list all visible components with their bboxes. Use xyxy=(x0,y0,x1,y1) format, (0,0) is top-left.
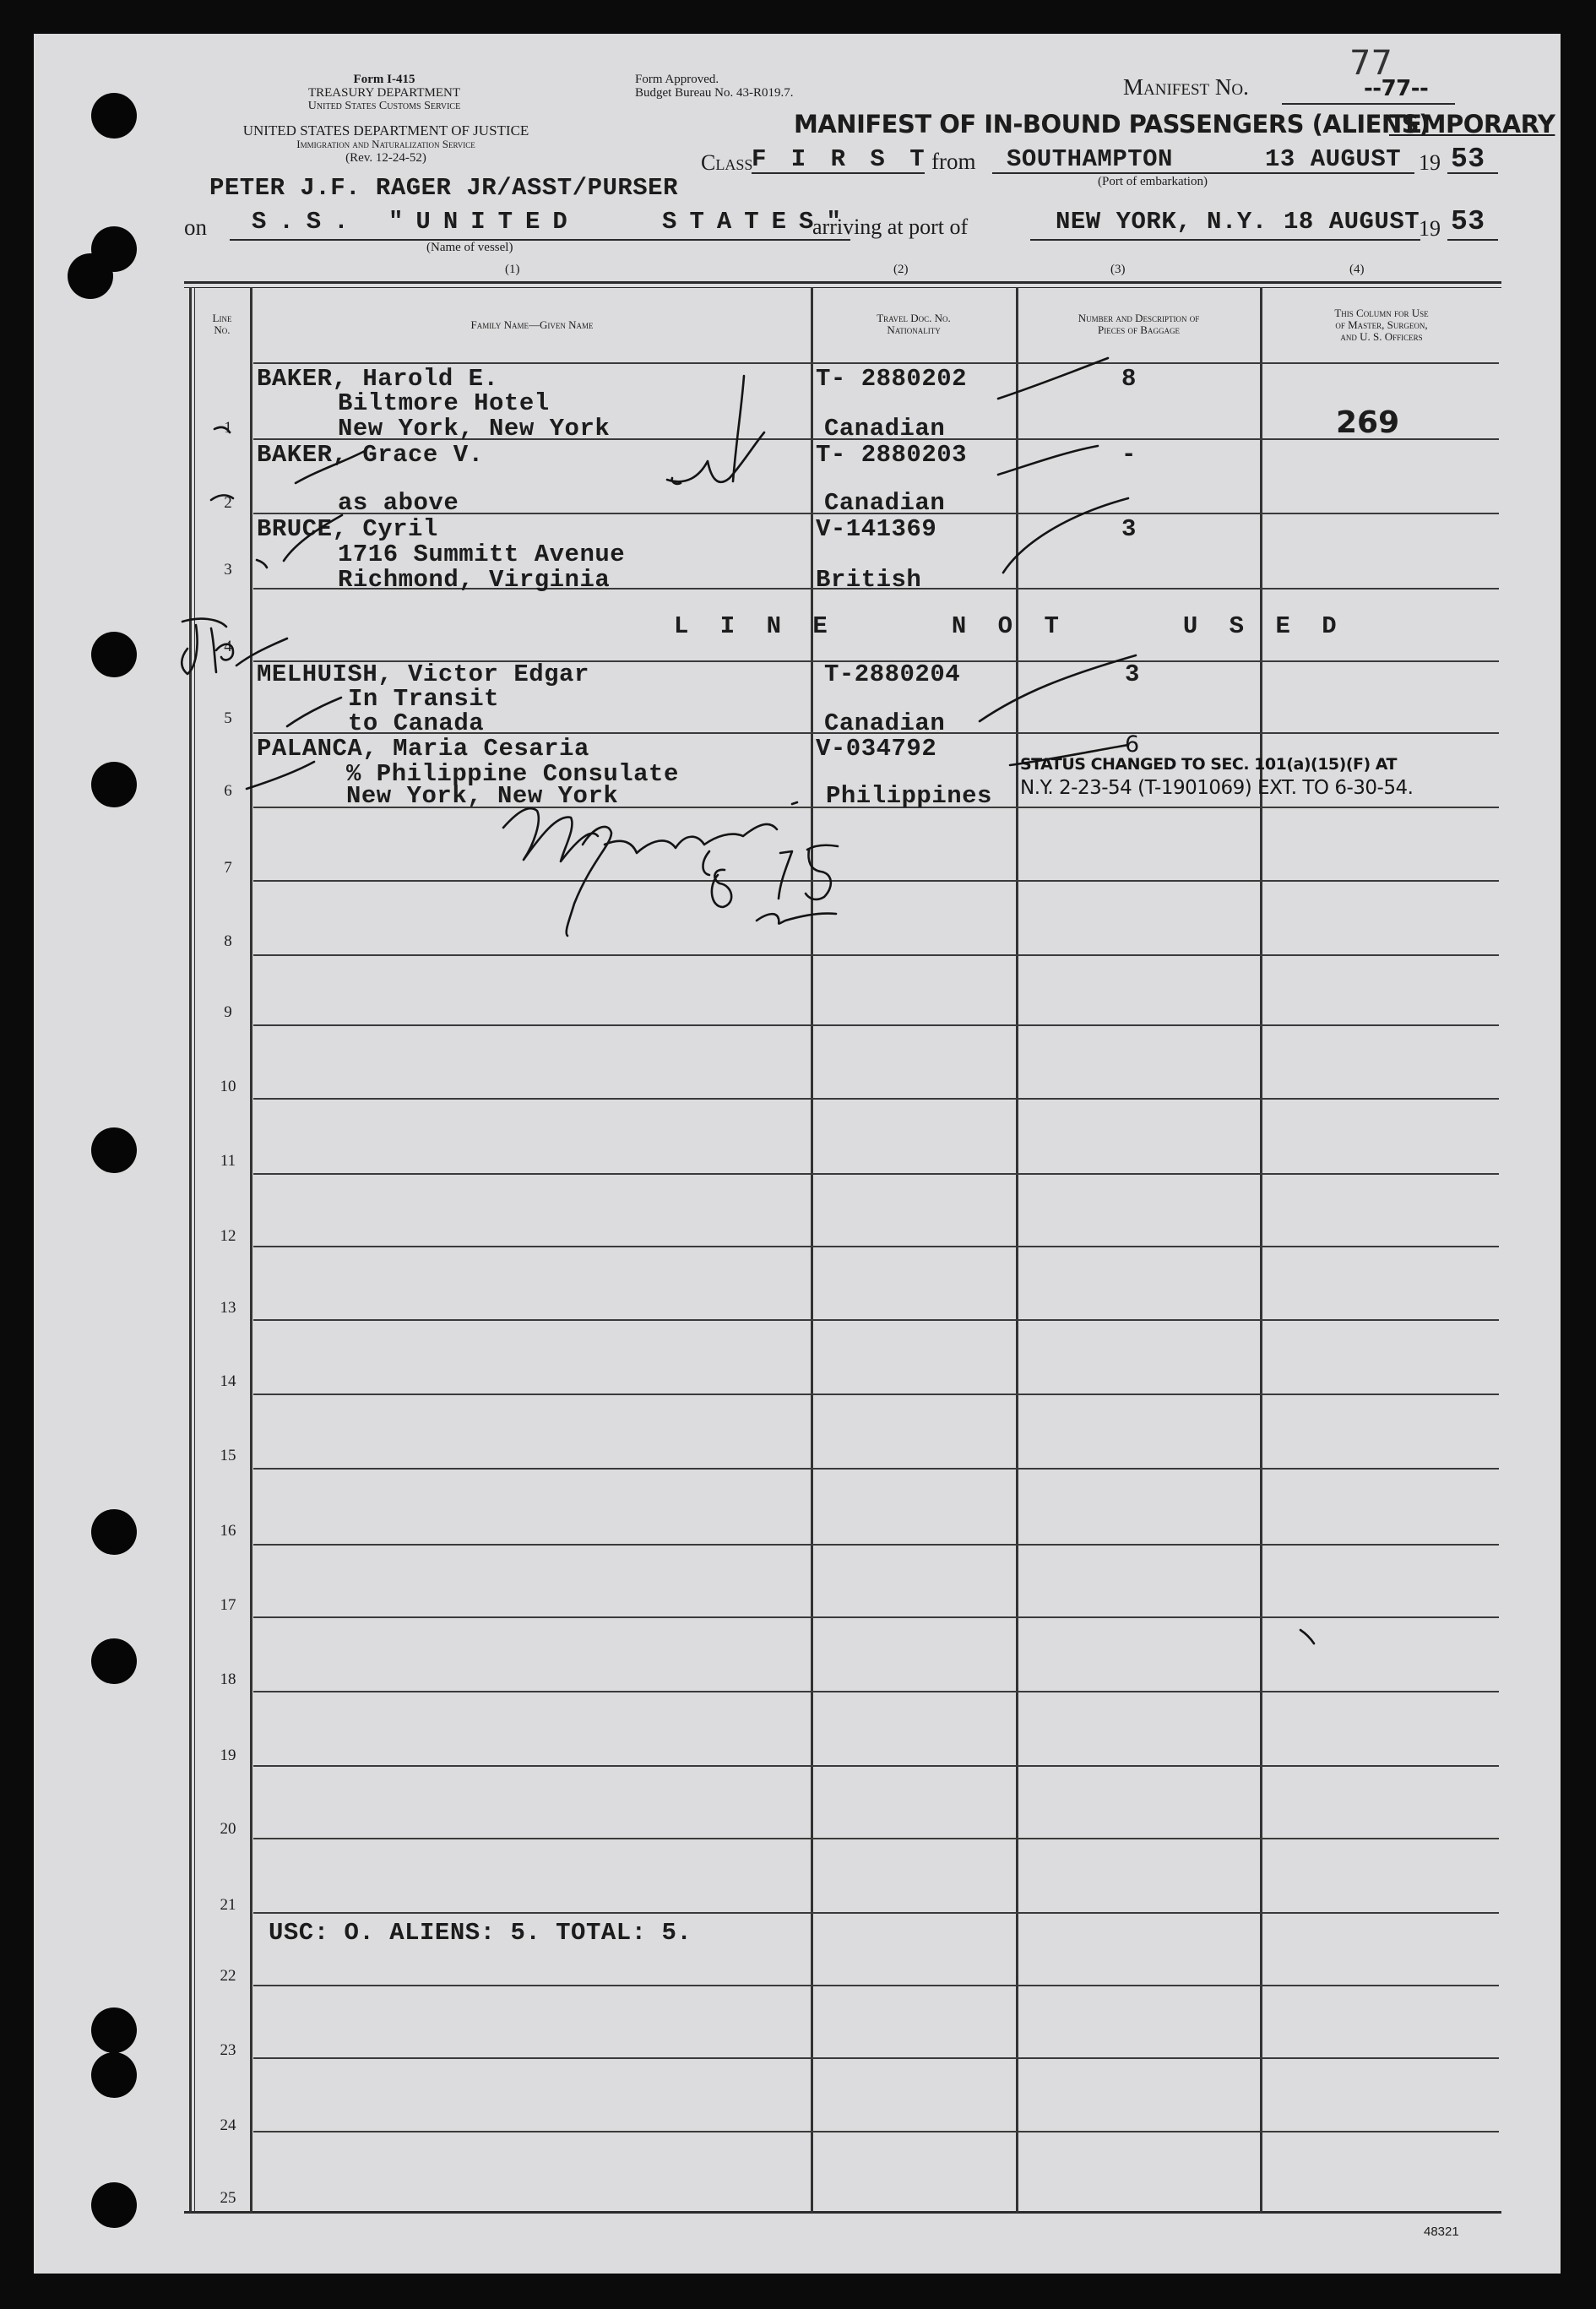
nationality: British xyxy=(816,566,922,594)
signature xyxy=(605,824,777,853)
year-prefix-arrival: 19 xyxy=(1419,216,1441,241)
passenger-name: BAKER, Harold E. xyxy=(257,365,499,393)
baggage-count: 3 xyxy=(1121,515,1137,543)
manifest-label: Manifest No. xyxy=(1123,74,1249,100)
checkmark xyxy=(1003,498,1128,573)
baggage-count: 8 xyxy=(1121,365,1137,393)
passenger-address: In Transit xyxy=(348,685,500,713)
date-mark xyxy=(779,851,792,899)
line-number: 14 xyxy=(220,1372,236,1390)
line-number: 17 xyxy=(220,1596,236,1614)
header-family-name: Family Name—Given Name xyxy=(470,318,594,331)
passenger-address: New York, New York xyxy=(346,782,619,810)
line-number: 4 xyxy=(224,638,232,655)
manifest-number: --77-- xyxy=(1364,76,1429,101)
form-approved: Form Approved. xyxy=(635,73,719,86)
passenger-summary: USC: O. ALIENS: 5. TOTAL: 5. xyxy=(269,1919,692,1947)
line-number: 5 xyxy=(224,709,232,727)
immigration-service: Immigration and Naturalization Service xyxy=(296,138,475,150)
port-of-embarkation: SOUTHAMPTON xyxy=(1007,145,1173,173)
checkmark xyxy=(287,698,341,726)
column-number-3: (3) xyxy=(1110,263,1126,276)
customs-service: United States Customs Service xyxy=(307,100,461,112)
line-number: 7 xyxy=(224,859,232,877)
nationality: Canadian xyxy=(824,415,946,443)
pen-stroke xyxy=(667,432,764,482)
column-number-4: (4) xyxy=(1349,263,1365,276)
checkmark xyxy=(998,446,1098,475)
signature xyxy=(503,808,598,861)
officer-note-269: 269 xyxy=(1336,405,1400,440)
date-mark xyxy=(806,845,838,899)
line-number: 11 xyxy=(220,1152,236,1170)
line-number: 8 xyxy=(224,932,232,950)
margin-initials xyxy=(236,638,287,666)
from-label: from xyxy=(931,149,976,174)
year-prefix: 19 xyxy=(1419,150,1441,175)
checkmark xyxy=(284,515,342,561)
passenger-name: BAKER, Grace V. xyxy=(257,441,484,469)
travel-doc-number: T-2880204 xyxy=(824,660,961,688)
margin-initials xyxy=(216,644,233,660)
header-baggage-label: Number and Description of xyxy=(1078,312,1200,324)
passenger-address: to Canada xyxy=(348,709,485,737)
nationality: Canadian xyxy=(824,489,946,517)
date-mark xyxy=(712,870,731,907)
nationality: Canadian xyxy=(824,709,946,737)
passenger-address: Biltmore Hotel xyxy=(338,389,550,417)
line-number: 12 xyxy=(220,1227,236,1245)
line-tick xyxy=(257,560,267,568)
form-number: Form I-415 xyxy=(353,73,415,86)
line-number: 9 xyxy=(224,1003,232,1021)
margin-initials xyxy=(182,625,197,674)
baggage-count: - xyxy=(1121,441,1137,469)
vessel-caption: (Name of vessel) xyxy=(426,241,513,254)
line-number: 21 xyxy=(220,1896,236,1914)
nationality: Philippines xyxy=(826,782,992,810)
purser-name: PETER J.F. RAGER JR/ASST/PURSER xyxy=(209,174,678,202)
header-baggage-pieces-label: Pieces of Baggage xyxy=(1098,323,1180,336)
justice-department: UNITED STATES DEPARTMENT OF JUSTICE xyxy=(242,122,529,139)
line-number: 19 xyxy=(220,1747,236,1764)
line-number: 15 xyxy=(220,1447,236,1464)
arriving-label: arriving at port of xyxy=(812,215,969,239)
port-embarkation-caption: (Port of embarkation) xyxy=(1098,175,1208,188)
passenger-name: MELHUISH, Victor Edgar xyxy=(257,660,589,688)
on-label: on xyxy=(184,215,207,240)
arrival-date: 18 AUGUST xyxy=(1284,208,1420,236)
travel-doc-number: T- 2880202 xyxy=(816,365,968,393)
line-tick xyxy=(214,427,230,432)
header-officers-label-3: and U. S. Officers xyxy=(1340,330,1423,343)
line-tick xyxy=(211,495,233,500)
travel-doc-number: V-141369 xyxy=(816,515,937,543)
line-number: 23 xyxy=(220,2041,236,2059)
revision-date: (Rev. 12-24-52) xyxy=(345,151,426,165)
line-number: 1 xyxy=(224,419,232,437)
travel-doc-number: T- 2880203 xyxy=(816,441,968,469)
line-number: 13 xyxy=(220,1299,236,1317)
header-travel-doc-label: Travel Doc. No. xyxy=(877,312,951,324)
class-value: F I R S T xyxy=(752,145,930,173)
line-number: 6 xyxy=(224,782,232,800)
passenger-address: 1716 Summitt Avenue xyxy=(338,541,626,568)
passenger-address: Richmond, Virginia xyxy=(338,566,611,594)
checkmark xyxy=(980,655,1136,721)
passenger-address: % Philippine Consulate xyxy=(346,760,679,788)
line-number: 24 xyxy=(220,2116,236,2134)
signature xyxy=(703,851,710,875)
footer-form-code: 48321 xyxy=(1424,2225,1459,2239)
column-number-2: (2) xyxy=(893,263,909,276)
travel-doc-number: V-034792 xyxy=(816,735,937,763)
passenger-name: BRUCE, Cyril xyxy=(257,515,438,543)
pen-stroke xyxy=(792,802,797,804)
temporary-stamp: TEMPORARY xyxy=(1389,110,1555,139)
checkmark xyxy=(296,451,365,483)
baggage-count: 3 xyxy=(1125,660,1140,688)
line-number: 2 xyxy=(224,494,232,512)
column-number-1: (1) xyxy=(505,263,520,276)
arrival-year: 53 xyxy=(1451,206,1485,237)
embarkation-date: 13 AUGUST xyxy=(1265,145,1402,173)
signature xyxy=(567,827,611,936)
document-title: MANIFEST OF IN-BOUND PASSENGERS (ALIENS) xyxy=(794,110,1430,139)
line-number: 10 xyxy=(220,1078,236,1095)
handwritten-manifest-number: 77 xyxy=(1349,44,1392,83)
checkmark xyxy=(1010,745,1128,765)
line-number: 16 xyxy=(220,1522,236,1540)
arrival-port: NEW YORK, N.Y. xyxy=(1056,208,1268,236)
line-number: 20 xyxy=(220,1820,236,1838)
baggage-count: 6 xyxy=(1125,731,1140,758)
status-note: N.Y. 2-23-54 (T-1901069) EXT. TO 6-30-54. xyxy=(1020,777,1414,799)
header-no-label: No. xyxy=(214,323,231,336)
checkmark xyxy=(998,358,1108,399)
line-number: 22 xyxy=(220,1967,236,1985)
passenger-name: PALANCA, Maria Cesaria xyxy=(257,735,589,763)
margin-initials xyxy=(182,619,226,627)
header-line-label: Line xyxy=(212,312,232,324)
treasury-department: TREASURY DEPARTMENT xyxy=(307,86,461,100)
header-nationality-label: Nationality xyxy=(887,323,941,336)
header-officers-label-2: of Master, Surgeon, xyxy=(1335,318,1428,331)
line-number: 3 xyxy=(224,561,232,579)
checkmark xyxy=(247,762,314,789)
date-mark xyxy=(757,913,836,923)
budget-bureau: Budget Bureau No. 43-R019.7. xyxy=(635,86,794,100)
header-officers-label-1: This Column for Use xyxy=(1334,307,1429,319)
class-label: Class xyxy=(701,150,753,175)
vessel-name: S.S. "UNITED STATES" xyxy=(252,208,854,236)
embarkation-year: 53 xyxy=(1451,144,1485,175)
line-number: 18 xyxy=(220,1671,236,1688)
passenger-address: as above xyxy=(338,489,459,517)
pen-stroke xyxy=(1300,1630,1314,1643)
line-number: 25 xyxy=(220,2189,236,2207)
passenger-address: New York, New York xyxy=(338,415,611,443)
line-not-used: L I N E N O T U S E D xyxy=(674,612,1345,640)
status-note: STATUS CHANGED TO SEC. 101(a)(15)(F) AT xyxy=(1020,755,1397,774)
